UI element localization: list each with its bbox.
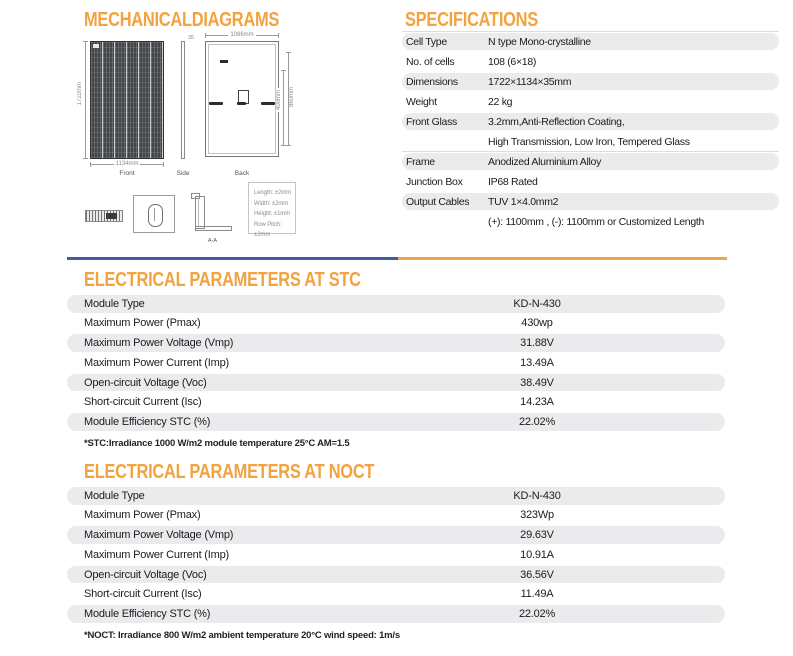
table-row [67,413,725,431]
divider-orange-segment [398,257,727,260]
front-view-label: Front [119,170,135,177]
stc-table [67,295,725,433]
param-label: Maximum Power (Pmax) [84,317,201,330]
spec-value: 3.2mm,Anti-Reflection Coating, [488,115,625,128]
param-value: 430wp [521,317,553,330]
param-label: Maximum Power Voltage (Vmp) [84,529,234,542]
table-row [67,487,725,505]
table-row [67,315,725,333]
noct-footnote: *NOCT: Irradiance 800 W/m2 ambient temperature 20°C wind speed: 1m/s [84,630,400,641]
tolerance-line: Length: ±2mm [254,190,292,196]
spec-row [402,53,779,70]
spec-value: 22 kg [488,95,513,108]
section-title-mechanical: MECHANICALDIAGRAMS [84,9,280,31]
spec-row [402,173,779,190]
drain-hole-detail [85,210,123,222]
spec-value: High Transmission, Low Iron, Tempered Glass [488,135,690,148]
dim-line-front-width [90,161,164,167]
spec-label: No. of cells [406,55,455,68]
connector-center [237,102,246,105]
param-value: 36.56V [520,568,554,581]
front-view-diagram [90,41,164,159]
param-label: Maximum Power (Pmax) [84,509,201,522]
table-row [67,546,725,564]
param-value: KD-N-430 [513,489,561,502]
param-label: Short-circuit Current (Isc) [84,588,202,601]
table-row [67,526,725,544]
table-row [67,566,725,584]
connector-right [261,102,275,105]
dim-line-back-inner [283,70,284,146]
param-value: 38.49V [520,376,554,389]
table-row [67,585,725,603]
divider-blue-segment [67,257,398,260]
side-view-diagram [181,41,185,159]
dim-label-front-width: 1134mm [115,161,139,167]
param-label: Module Efficiency STC (%) [84,607,211,620]
param-label: Open-circuit Voltage (Voc) [84,568,207,581]
spec-value: 1722×1134×35mm [488,75,572,88]
param-label: Maximum Power Current (Imp) [84,356,229,369]
mechanical-diagrams [44,30,334,252]
mounting-hole-detail [133,195,175,233]
param-value: 22.02% [518,415,556,428]
spec-value: 108 (6×18) [488,55,537,68]
mounting-slot [148,204,163,227]
spec-label: Frame [406,155,435,168]
param-value: 323Wp [520,509,554,522]
frame-cross-section [190,193,235,235]
spec-value: IP68 Rated [488,175,538,188]
frame-wall [195,196,205,229]
dim-label-front-height: 1722mm [77,82,83,106]
param-value: 13.49A [520,356,554,369]
table-row [67,334,725,352]
param-label: Module Type [84,489,145,502]
tolerance-line: Row Pitch: ±2mm [254,221,282,238]
table-row [67,295,725,313]
label-sticker [93,44,99,48]
noct-table [67,487,725,625]
param-label: Open-circuit Voltage (Voc) [84,376,207,389]
dim-line-back-width [205,32,279,38]
spec-label: Junction Box [406,175,463,188]
spec-row [402,133,779,150]
param-value: KD-N-430 [513,297,561,310]
dim-label-back-width: 1086mm [230,32,254,38]
spec-row [402,193,779,210]
spec-label: Dimensions [406,75,458,88]
spec-value: TUV 1×4.0mm2 [488,195,559,208]
param-value: 10.91A [520,548,554,561]
dim-line-front-height [85,41,86,159]
back-view-diagram [205,41,279,157]
table-row [67,354,725,372]
param-value: 22.02% [518,607,556,620]
tolerance-box [248,182,296,238]
table-row [67,605,725,623]
section-title-specifications: SPECIFICATIONS [405,9,538,31]
side-view-label: Side [176,170,190,177]
frame-base [195,226,232,231]
stc-footnote: *STC:Irradiance 1000 W/m2 module temperature 25°C AM=1.5 [84,438,350,449]
spec-value: (+): 1100mm , (-): 1100mm or Customized Length [488,215,705,228]
section-divider [67,257,727,260]
spec-label: Cell Type [406,35,447,48]
tolerance-line: Height: ±1mm [254,211,291,217]
param-value: 29.63V [520,529,554,542]
section-title-stc: ELECTRICAL PARAMETERS AT STC [84,269,361,291]
spec-row [402,93,779,110]
param-label: Module Type [84,297,145,310]
specifications-table [402,33,779,233]
spec-value: N type Mono-crystalline [488,35,591,48]
spec-label: Output Cables [406,195,470,208]
table-separator [402,31,779,32]
dim-label-side-thickness: 35 [188,35,195,41]
spec-row [402,33,779,50]
param-value: 14.23A [520,396,554,409]
drain-hole-dark-segment [106,213,117,219]
param-label: Maximum Power Current (Imp) [84,548,229,561]
param-value: 11.49A [520,588,554,601]
connector-left [209,102,223,105]
param-label: Short-circuit Current (Isc) [84,396,202,409]
param-label: Maximum Power Voltage (Vmp) [84,337,234,350]
dim-label-back-inner: 400mm [276,90,282,111]
spec-label: Front Glass [406,115,457,128]
spec-label: Weight [406,95,437,108]
section-title-noct: ELECTRICAL PARAMETERS AT NOCT [84,461,375,483]
spec-row [402,73,779,90]
spec-row [402,153,779,170]
back-view-label: Back [234,170,250,177]
param-label: Module Efficiency STC (%) [84,415,211,428]
table-row [67,507,725,525]
table-row [67,393,725,411]
cable-detail [220,60,228,63]
spec-row [402,213,779,230]
spec-value: Anodized Aluminium Alloy [488,155,602,168]
table-row [67,374,725,392]
tolerance-line: Width: ±2mm [254,200,289,207]
spec-row [402,113,779,130]
section-view-label: A-A [207,238,218,244]
table-separator [402,151,779,152]
dim-label-back-outer: 860mm [289,87,295,108]
param-value: 31.88V [520,337,554,350]
